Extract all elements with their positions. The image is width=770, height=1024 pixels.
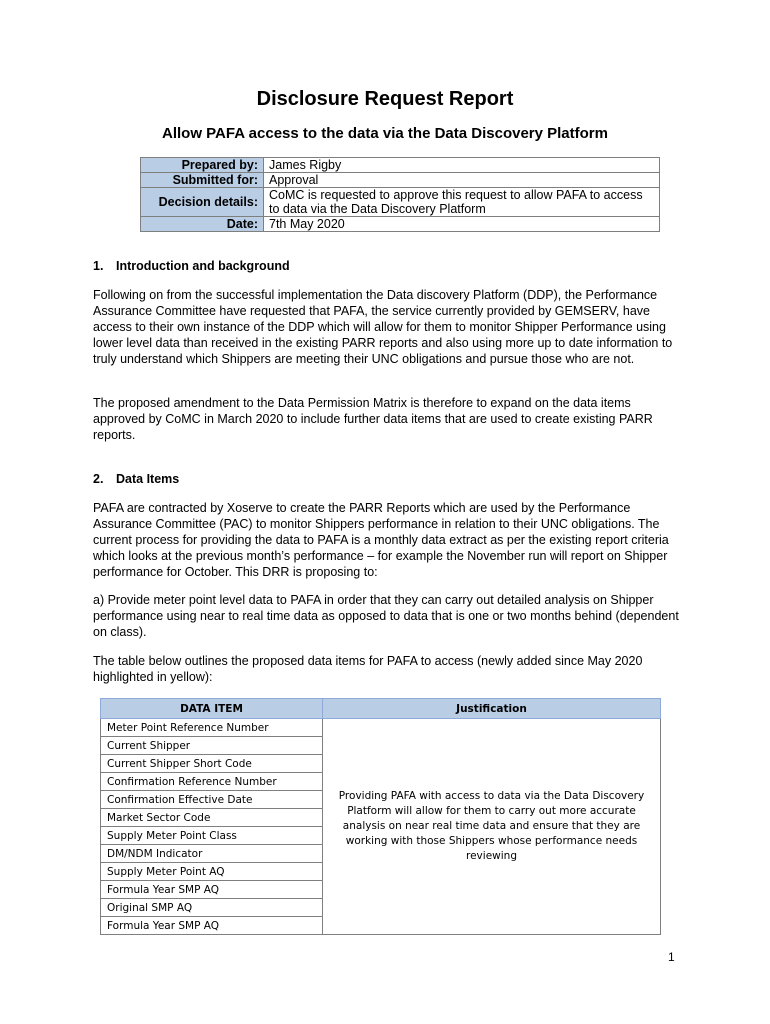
section-2-paragraph-3: The table below outlines the proposed data items for PAFA to access (newly added since May 2020 highlighted in yellow):	[93, 654, 643, 684]
section-number: 1.	[93, 259, 104, 273]
details-row	[141, 158, 660, 173]
justification-cell: Providing PAFA with access to data via the Data Discovery Platform will allow for them to carry out more accurate analysis on near real time data and ensure that they are working with those Shippers whose performance needs reviewing	[323, 719, 661, 935]
decision-details-label: Decision details:	[141, 188, 264, 217]
data-item-cell: Original SMP AQ	[101, 899, 323, 917]
data-item-cell: Formula Year SMP AQ	[101, 917, 323, 935]
data-item-cell: Supply Meter Point Class	[101, 827, 323, 845]
details-row	[141, 217, 660, 232]
section-2-paragraph-1: PAFA are contracted by Xoserve to create the PARR Reports which are used by the Performance Assurance Committee (PAC) to monitor Shippers performance in relation to their UNC obligations. The current process for providing the data to PAFA is a monthly data extract as per the existing report criteria which looks at the previous month’s performance – for example the November run will report on Shipper performance for October. This DRR is proposing to:	[93, 501, 669, 579]
page-title: Disclosure Request Report	[256, 88, 514, 110]
prepared-by-value: James Rigby	[264, 158, 660, 173]
section-title: Introduction and background	[116, 259, 290, 273]
section-title: Data Items	[116, 472, 180, 486]
justification-header: Justification	[323, 699, 661, 719]
page-number: 1	[668, 950, 675, 964]
date-label: Date:	[141, 217, 264, 232]
decision-details-value: CoMC is requested to approve this request to allow PAFA to access to data via the Data Discovery Platform	[264, 188, 660, 217]
date-value: 7th May 2020	[264, 217, 660, 232]
section-2-paragraph-2: a) Provide meter point level data to PAFA in order that they can carry out detailed analysis on Shipper performance using near to real time data as opposed to data that is one or two months behind (dependent on class).	[93, 593, 679, 639]
data-items-table	[100, 698, 661, 935]
data-item-header: DATA ITEM	[101, 699, 323, 719]
page-subtitle: Allow PAFA access to the data via the Data Discovery Platform	[162, 125, 608, 142]
section-1-paragraph-2: The proposed amendment to the Data Permission Matrix is therefore to expand on the data items approved by CoMC in March 2020 to include further data items that are used to create existing PARR reports.	[93, 396, 653, 442]
data-item-cell: Current Shipper Short Code	[101, 755, 323, 773]
section-number: 2.	[93, 472, 104, 486]
details-row	[141, 188, 660, 217]
data-item-cell: Supply Meter Point AQ	[101, 863, 323, 881]
section-2-heading	[93, 472, 179, 486]
report-details-table	[140, 157, 660, 232]
section-1-paragraph-1: Following on from the successful implementation the Data discovery Platform (DDP), the Performance Assurance Committee have requested that PAFA, the service currently provided by GEMSERV, have access to their own instance of the DDP which will allow for them to monitor Shipper Performance using lower level data than received in the existing PARR reports and also using more up to date information to truly understand which Shippers are meeting their UNC obligations and pursue those who are not.	[93, 288, 673, 366]
details-row	[141, 173, 660, 188]
table-row	[101, 719, 661, 737]
submitted-for-value: Approval	[264, 173, 660, 188]
table-header-row	[101, 699, 661, 719]
prepared-by-label: Prepared by:	[141, 158, 264, 173]
data-item-cell: Market Sector Code	[101, 809, 323, 827]
data-item-cell: Formula Year SMP AQ	[101, 881, 323, 899]
submitted-for-label: Submitted for:	[141, 173, 264, 188]
section-1-heading	[93, 259, 290, 273]
data-item-cell: Confirmation Effective Date	[101, 791, 323, 809]
data-item-cell: Current Shipper	[101, 737, 323, 755]
data-item-cell: Confirmation Reference Number	[101, 773, 323, 791]
data-item-cell: Meter Point Reference Number	[101, 719, 323, 737]
data-item-cell: DM/NDM Indicator	[101, 845, 323, 863]
